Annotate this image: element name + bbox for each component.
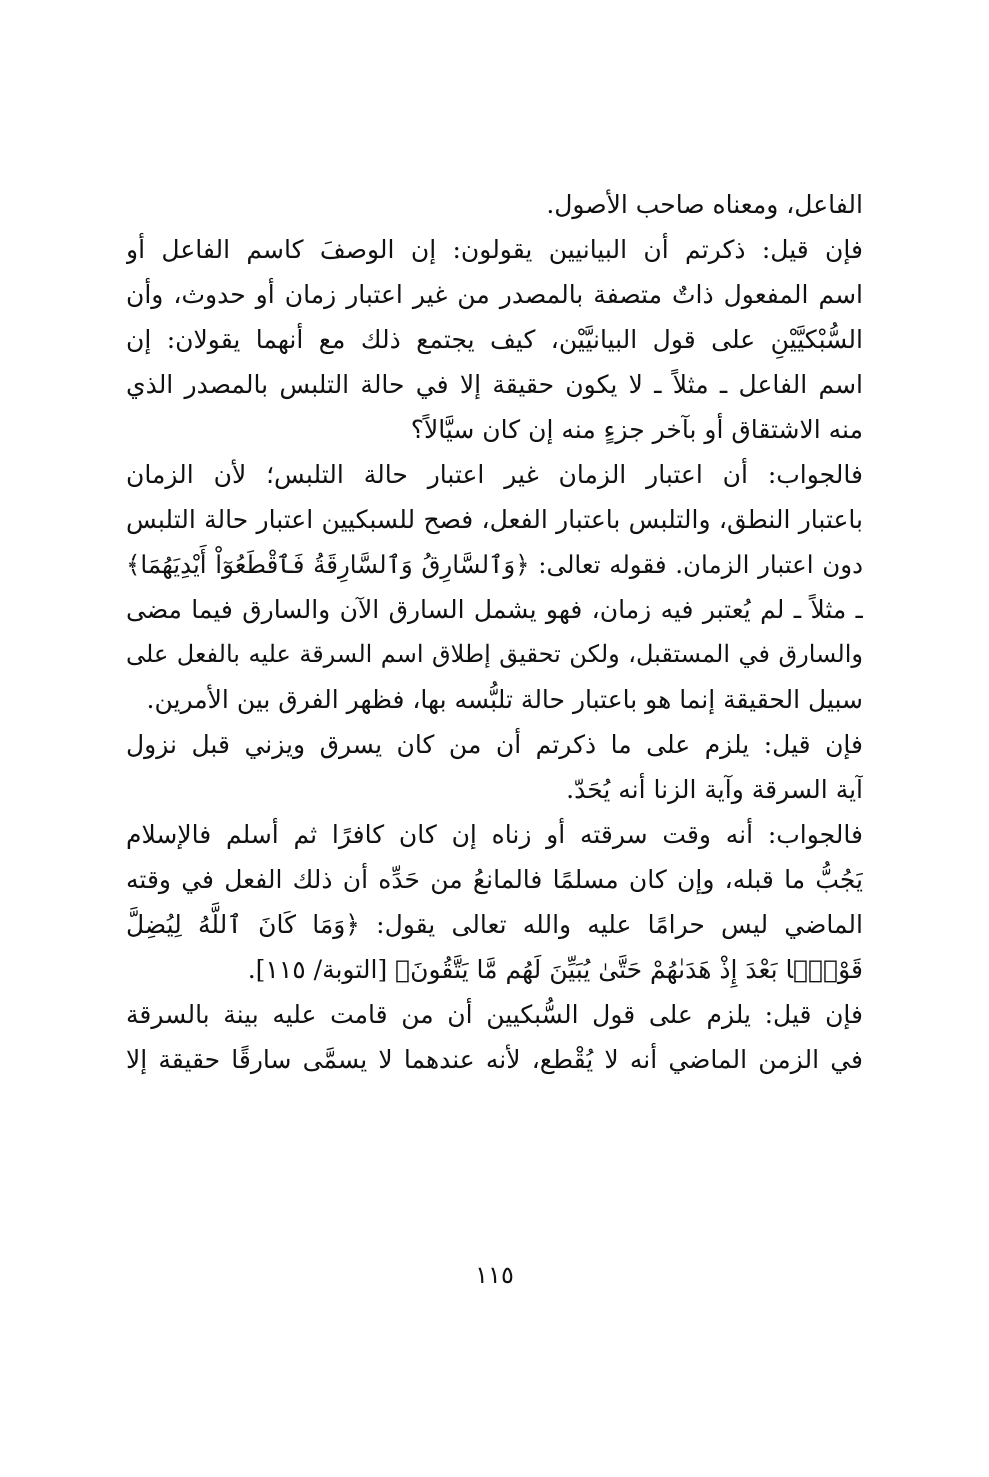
text-line: فإن قيل: ذكرتم أن البيانيين يقولون: إن الوصفَ كاسم الفاعل أو — [126, 235, 863, 264]
text-line: يَجُبُّ ما قبله، وإن كان مسلمًا فالمانعُ من حَدِّه أن ذلك الفعل في وقته — [126, 865, 863, 894]
text-line: الماضي ليس حرامًا عليه والله تعالى يقول: ﴿وَمَا كَانَ ٱللَّهُ لِيُضِلَّ — [126, 910, 863, 939]
page-number: ١١٥ — [475, 1261, 514, 1289]
text-line: سبيل الحقيقة إنما هو باعتبار حالة تلبُّسه بها، فظهر الفرق بين الأمرين. — [146, 685, 863, 714]
text-line: فالجواب: أن اعتبار الزمان غير اعتبار حالة التلبس؛ لأن الزمان — [126, 460, 863, 489]
text-line: ـ مثلاً ـ لم يُعتبر فيه زمان، فهو يشمل السارق الآن والسارق فيما مضى — [126, 595, 863, 624]
text-line: فإن قيل: يلزم على ما ذكرتم أن من كان يسرق ويزني قبل نزول — [126, 730, 863, 759]
text-line: فإن قيل: يلزم على قول السُّبكيين أن من قامت عليه بينة بالسرقة — [126, 1000, 863, 1029]
text-line: دون اعتبار الزمان. فقوله تعالى: ﴿وَٱلسَّارِقُ وَٱلسَّارِقَةُ فَٱقْطَعُوٓاْ أَيْدِيَهُمَا﴾ — [126, 550, 863, 579]
text-line: السُّبْكيَّيْنِ على قول البيانيَّيْن، كيف يجتمع ذلك مع أنهما يقولان: إن — [126, 325, 863, 354]
text-line: الفاعل، ومعناه صاحب الأصول. — [546, 190, 863, 219]
text-line: فالجواب: أنه وقت سرقته أو زناه إن كان كافرًا ثم أسلم فالإسلام — [126, 820, 863, 849]
text-line: باعتبار النطق، والتلبس باعتبار الفعل، فصح للسبكيين اعتبار حالة التلبس — [126, 505, 863, 534]
text-line: آية السرقة وآية الزنا أنه يُحَدّ. — [566, 775, 863, 804]
text-line: والسارق في المستقبل، ولكن تحقيق إطلاق اسم السرقة عليه بالفعل على — [126, 640, 863, 668]
text-line: اسم الفاعل ـ مثلاً ـ لا يكون حقيقة إلا في حالة التلبس بالمصدر الذي — [126, 370, 863, 399]
text-line: منه الاشتقاق أو بآخر جزءٍ منه إن كان سيَّالاً؟ — [410, 415, 863, 444]
text-line: قَوْمًۢا بَعْدَ إِذْ هَدَىٰهُمْ حَتَّىٰ يُبَيِّنَ لَهُم مَّا يَتَّقُونَ﴾ [التوبة/ ١١٥]. — [247, 955, 863, 984]
text-line: اسم المفعول ذاتٌ متصفة بالمصدر من غير اعتبار زمان أو حدوث، وأن — [126, 280, 863, 309]
text-line: في الزمن الماضي أنه لا يُقْطع، لأنه عندهما لا يسمَّى سارقًا حقيقة إلا — [126, 1045, 863, 1074]
body-text — [126, 182, 863, 1082]
